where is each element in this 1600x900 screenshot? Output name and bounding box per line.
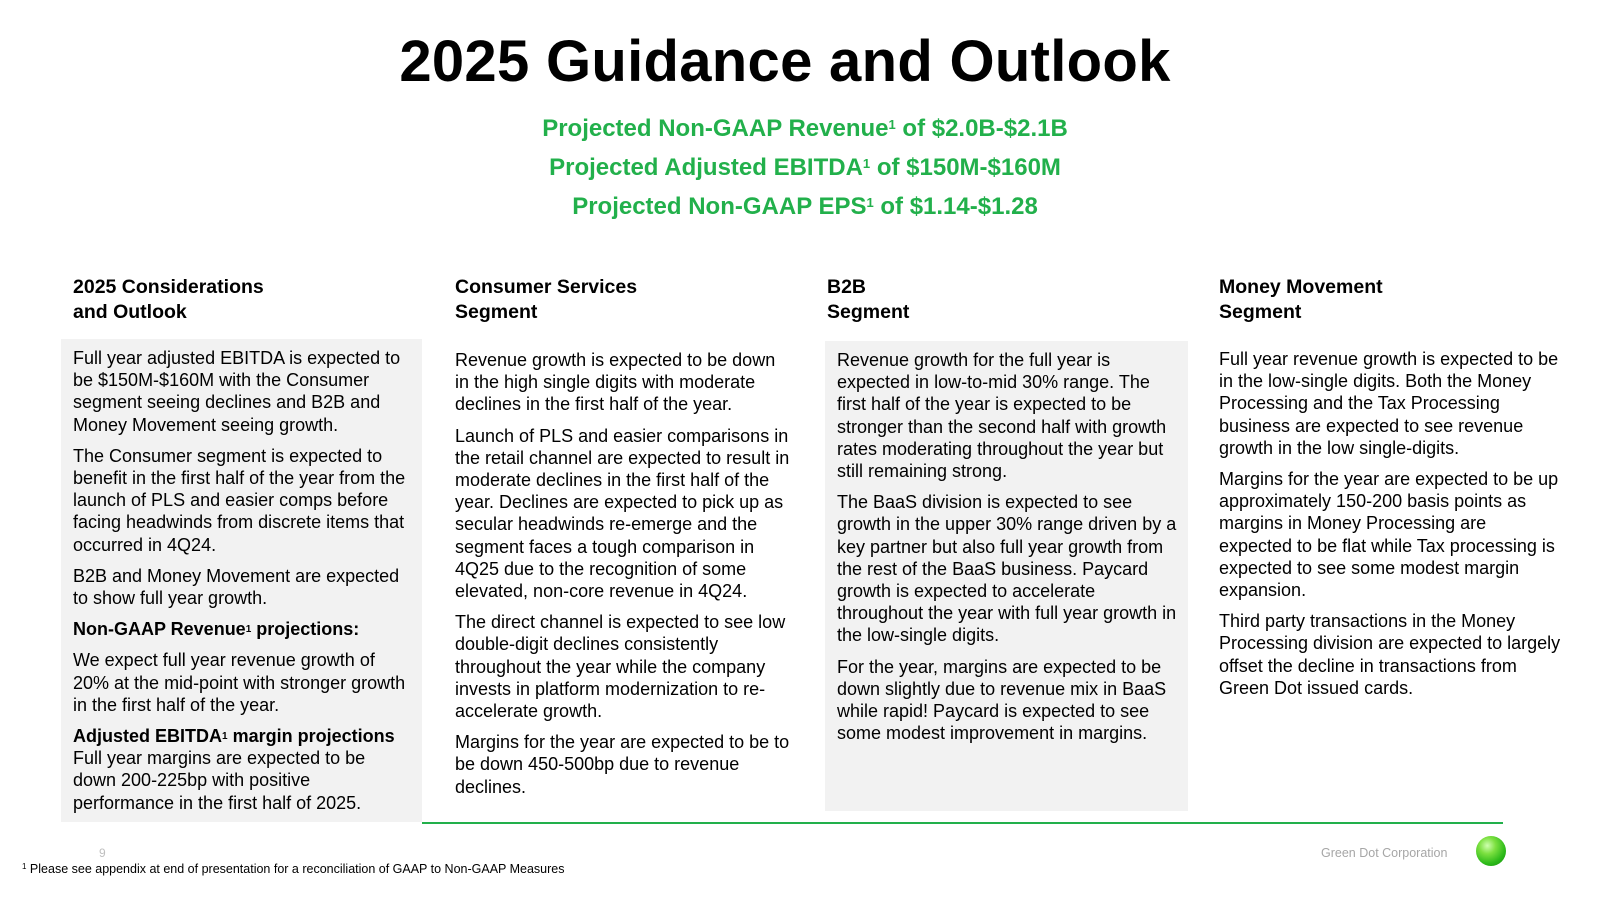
money-movement-paragraph: Full year revenue growth is expected to be in the low-single digits. Both the Money Processing and the Tax Processing business are expected to see revenue growth in the low single-digits. <box>1219 349 1559 458</box>
company-name: Green Dot Corporation <box>1321 846 1448 860</box>
footnote: $^1$ Please see appendix at end of presentation for a reconciliation of GAAP to Non-GAAP Measures <box>22 862 565 876</box>
green-dot-logo-icon <box>1476 836 1506 866</box>
b2b-paragraph: Revenue growth for the full year is expected in low-to-mid 30% range. The first half of the year is expected to be stronger than the second half with growth rates moderating throughout the year but still remaining strong. <box>837 350 1167 482</box>
considerations-paragraph: The Consumer segment is expected to benefit in the first half of the year from the launch of PLS and easier comps before facing headwinds from discrete items that occurred in 4Q24. <box>73 445 406 555</box>
considerations-paragraph: B2B and Money Movement are expected to show full year growth. <box>73 565 400 609</box>
b2b-paragraph: The BaaS division is expected to see growth in the upper 30% range driven by a key partner but also full year growth from the rest of the BaaS business. Paycard growth is expected to accelerate throughout the year with full year growth in the low-single digits. <box>837 492 1177 646</box>
headline-eps: Projected Non-GAAP EPS$^1$ of $1.14-$1.28 <box>572 193 1038 220</box>
money-movement-paragraph: Margins for the year are expected to be up approximately 150-200 basis points as margins in Money Processing are expected to be flat while Tax processing is expected to see some modest margin expansion. <box>1219 469 1559 601</box>
headline-ebitda: Projected Adjusted EBITDA$^1$ of $150M-$160M <box>549 154 1061 181</box>
column-heading-consumer: Consumer Services Segment <box>455 276 638 323</box>
ebitda-projections-heading: Adjusted EBITDA$^1$ margin projections <box>73 726 395 747</box>
consumer-paragraph: Revenue growth is expected to be down in the high single digits with moderate declines in the first half of the year. <box>455 350 776 415</box>
consumer-paragraph: Margins for the year are expected to be to be down 450-500bp due to revenue declines. <box>455 732 790 797</box>
page-number: 9 <box>99 846 106 860</box>
headline-revenue: Projected Non-GAAP Revenue$^1$ of $2.0B-$2.1B <box>542 115 1068 142</box>
column-heading-money-movement: Money Movement Segment <box>1219 276 1383 323</box>
column-heading-b2b: B2B Segment <box>827 276 910 323</box>
consumer-paragraph: The direct channel is expected to see low double-digit declines consistently throughout the year while the company invests in platform modernization to re-accelerate growth. <box>455 612 786 722</box>
column-heading-considerations: 2025 Considerations and Outlook <box>73 276 264 323</box>
b2b-panel <box>825 341 1188 811</box>
considerations-panel <box>61 339 422 822</box>
footer-divider <box>422 822 1503 824</box>
considerations-paragraph: Full year adjusted EBITDA is expected to be $150M-$160M with the Consumer segment seeing declines and B2B and Money Movement seeing growth. <box>73 348 401 435</box>
money-movement-paragraph: Third party transactions in the Money Processing division are expected to largely offset the decline in transactions from Green Dot issued cards. <box>1219 611 1561 698</box>
revenue-projections-text: We expect full year revenue growth of 20% at the mid-point with stronger growth in the first half of the year. <box>73 650 406 715</box>
ebitda-projections-text: Full year margins are expected to be down 200-225bp with positive performance in the first half of 2025. <box>73 748 366 813</box>
b2b-paragraph: For the year, margins are expected to be down slightly due to revenue mix in BaaS while rapid! Paycard is expected to see some modest improvement in margins. <box>837 656 1167 744</box>
consumer-paragraph: Launch of PLS and easier comparisons in the retail channel are expected to result in moderate declines in the first half of the year. Declines are expected to pick up as secular headwinds re-emerge and the segment faces a tough comparison in 4Q25 due to the recognition of some elevated, non-core revenue in 4Q24. <box>455 425 790 602</box>
page-title: 2025 Guidance and Outlook <box>399 29 1171 94</box>
revenue-projections-heading: Non-GAAP Revenue$^1$ projections: <box>73 619 360 640</box>
consumer-panel <box>455 349 793 798</box>
money-movement-panel <box>1219 348 1564 699</box>
